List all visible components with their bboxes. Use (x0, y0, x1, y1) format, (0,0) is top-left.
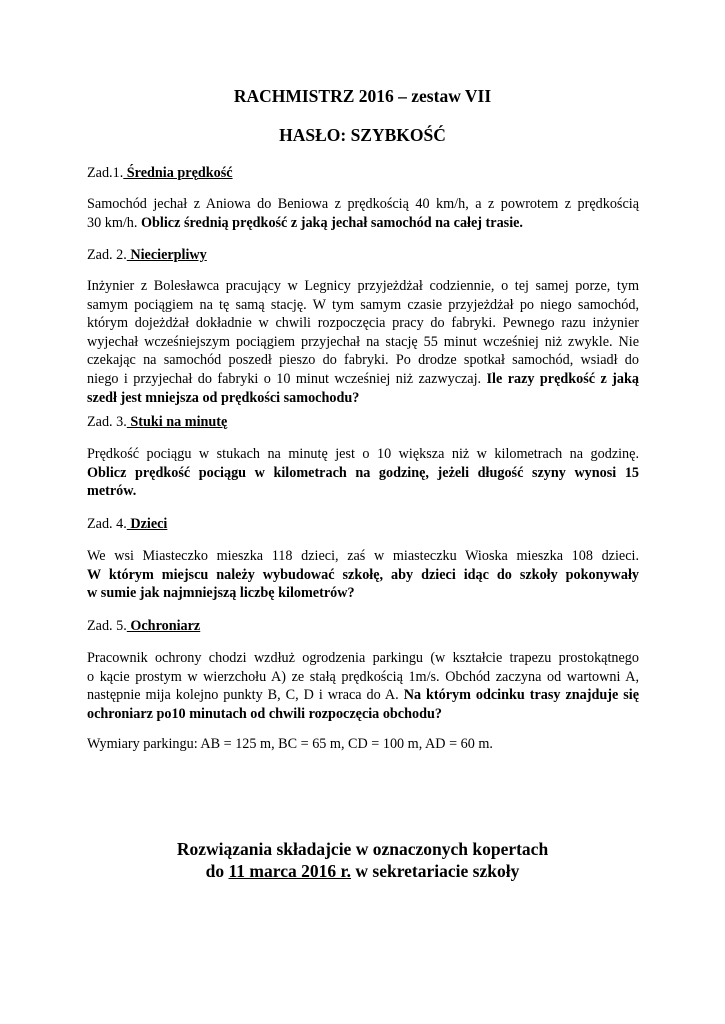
task-2-name: Niecierpliwy (126, 247, 207, 263)
task-1-line-1: Samochód jechał z Aniowa do Beniowa z prędkością 40 km/h, a z powrotem z prędkością (87, 196, 639, 212)
task-1-text (87, 195, 639, 232)
task-5-line-2: o kącie prostym w wierzchołu A) ze stałą prędkością 1m/s. Obchód zaczyna od wartowni A, (87, 668, 639, 685)
task-5-line-1: Pracownik ochrony chodzi wzdłuż ogrodzenia parkingu (w kształcie trapezu prostokątnego (87, 650, 639, 666)
task-3-text (87, 445, 639, 501)
task-3-label (87, 413, 227, 431)
submission-deadline: do 11 marca 2016 r. w sekretariacie szkoły (205, 861, 520, 881)
parking-dimensions: Wymiary parkingu: AB = 125 m, BC = 65 m, CD = 100 m, AD = 60 m. (87, 736, 493, 752)
task-4-line-1: We wsi Miasteczko mieszka 118 dzieci, zaś w miasteczku Wioska mieszka 108 dzieci. (87, 548, 639, 564)
task-5-line-4: ochroniarz po10 minutach od chwili rozpoczęcia obchodu? (87, 705, 442, 722)
task-4-line-3: w sumie jak najmniejszą liczbę kilometrów? (87, 585, 355, 602)
task-5-label (87, 617, 200, 635)
task-2-line-2: samym pociągiem na tę samą stację. W tym samym czasie przyjeżdżał po niego samochód, (87, 296, 639, 313)
task-2-line-7: szedł jest mniejsza od prędkości samochodu? (87, 389, 360, 406)
deadline-date: 11 marca 2016 r. (228, 861, 352, 881)
task-4-text (87, 547, 639, 603)
task-2-line-4: wyjechał wcześniejszym pociągiem przyjechał na stację 55 minut wcześniej niż zwykle. Nie (87, 333, 639, 350)
task-3-line-1: Prędkość pociągu w stukach na minutę jest o 10 większa niż w kilometrach na godzinę. (87, 446, 639, 462)
task-4-name: Dzieci (126, 516, 168, 532)
submission-note: Rozwiązania składajcie w oznaczonych kopertach (176, 839, 549, 859)
page-title: RACHMISTRZ 2016 – zestaw VII (233, 86, 492, 106)
task-2-text (87, 277, 639, 407)
task-1-line-2: 30 km/h. Oblicz średnią prędkość z jaką jechał samochód na całej trasie. (87, 214, 523, 231)
task-2-line-5: czekając na samochód poszedł pieszo do fabryki. Po drodze spotkał samochód, wsiadł do (87, 352, 639, 369)
task-2-prefix: Zad. 2. (87, 247, 127, 263)
task-1-label (87, 164, 233, 182)
task-3-name: Stuki na minutę (126, 414, 228, 430)
task-5-line-3: następnie mija kolejno punkty B, C, D i wraca do A. Na którym odcinku trasy znajduje się (87, 687, 640, 704)
password-heading: HASŁO: SZYBKOŚĆ (279, 125, 446, 145)
task-5-name: Ochroniarz (126, 618, 201, 634)
task-2-line-6: niego i przyjechał do fabryki o 10 minut wcześniej niż zazwyczaj. Ile razy prędkość z jaką (87, 370, 639, 387)
task-1-prefix: Zad.1. (87, 165, 124, 181)
task-2-label (87, 246, 207, 264)
task-3-line-2: Oblicz prędkość pociągu w kilometrach na godzinę, jeżeli długość szyny wynosi 15 (87, 464, 639, 481)
task-5-text (87, 649, 639, 723)
task-4-prefix: Zad. 4. (87, 516, 127, 532)
task-2-line-3: którym dojeżdżał dokładnie w chwili rozpoczęcia pracy do fabryki. Pewnego razu inżynier (87, 315, 639, 332)
task-1-name: Średnia prędkość (123, 165, 233, 181)
task-2-line-1: Inżynier z Bolesławca pracujący w Legnicy przyjeżdżał codziennie, o tej samej porze, tym (87, 278, 639, 294)
task-3-prefix: Zad. 3. (87, 414, 127, 430)
task-3-line-3: metrów. (87, 483, 137, 500)
task-4-label (87, 515, 167, 533)
task-5-prefix: Zad. 5. (87, 618, 127, 634)
task-4-line-2: W którym miejscu należy wybudować szkołę, aby dzieci idąc do szkoły pokonywały (87, 566, 639, 583)
